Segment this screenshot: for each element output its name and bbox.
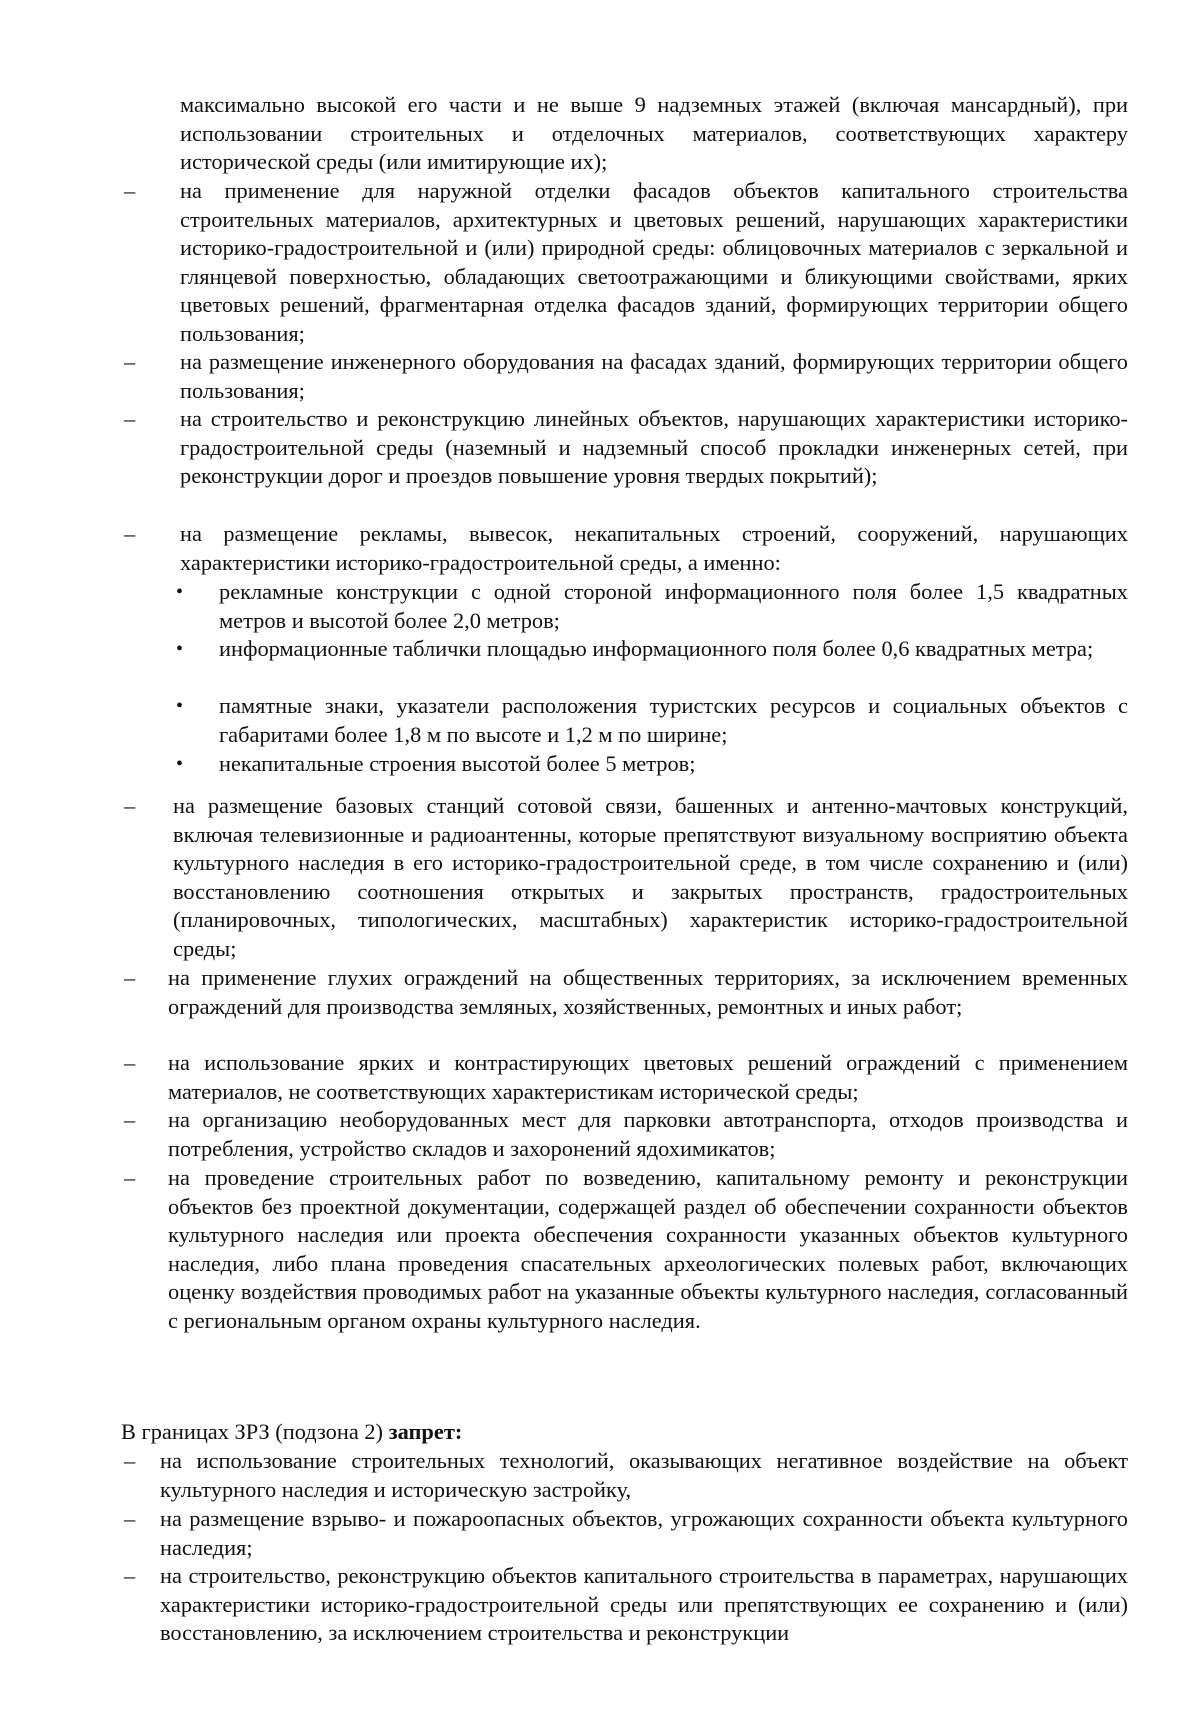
bullet-marker: • [176,695,184,717]
dash-marker: – [124,349,136,374]
dash-marker: – [124,1506,136,1531]
list-item: на применение для наружной отделки фасадов объектов капитального строительства строительных материалов, архитектурных и цветовых решений, нарушающих характеристики историко-градостроительной и (или) природной среды: облицовочных материалов с зеркальной и глянцевой поверхностью, обладающих светоотражающими и бликующими свойствами, ярких цветовых решений, фрагментарная отделка фасадов зданий, формирующих территории общего пользования; [180,178,1128,346]
list-item: на размещение инженерного оборудования на фасадах зданий, формирующих территории общего пользования; [180,349,1128,403]
dash-marker: – [124,1165,136,1190]
list-item: на организацию необорудованных мест для парковки автотранспорта, отходов производства и потребления, устройство складов и захоронений ядохимикатов; [168,1107,1128,1161]
bullet-item: некапитальные строения высотой более 5 метров; [219,751,696,776]
dash-marker: – [124,1107,136,1132]
bullet-marker: • [176,753,184,775]
bullet-item: памятные знаки, указатели расположения туристских ресурсов и социальных объектов с габаритами более 1,8 м по высоте и 1,2 м по ширине; [219,693,1128,747]
intro-paragraph: максимально высокой его части и не выше 9 надземных этажей (включая мансардный), при использовании строительных и отделочных материалов, соответствующих характеру исторической среды (или имитирующие их); [180,92,1128,175]
list-item: на размещение базовых станций сотовой связи, башенных и антенно-мачтовых конструкций, включая телевизионные и радиоантенны, которые препятствуют визуальному восприятию объекта культурного наследия в его историко-градостроительной среде, в том числе сохранению и (или) восстановлению соотношения открытых и закрытых пространств, градостроительных (планировочных, типологических, масштабных) характеристик историко-градостроительной среды; [173,793,1128,961]
dash-marker: – [124,1563,136,1588]
dash-marker: – [124,521,136,546]
bullet-marker: • [176,638,184,660]
bullet-item: рекламные конструкции с одной стороной информационного поля более 1,5 квадратных метров и высотой более 2,0 метров; [219,579,1128,633]
list-item: на строительство и реконструкцию линейных объектов, нарушающих характеристики историко-градостроительной среды (наземный и надземный способ прокладки инженерных сетей, при реконструкции дорог и проездов повышение уровня твердых покрытий); [180,406,1128,489]
dash-marker: – [124,1448,136,1473]
list-item: на применение глухих ограждений на общественных территориях, за исключением временных ограждений для производства земляных, хозяйственных, ремонтных и иных работ; [168,965,1128,1019]
section-heading [121,1418,1121,1447]
section-heading-bold: запрет: [388,1419,463,1444]
list-item: на использование ярких и контрастирующих цветовых решений ограждений с применением материалов, не соответствующих характеристикам исторической среды; [168,1050,1128,1104]
dash-marker: – [124,965,136,990]
list-item: на размещение взрыво- и пожароопасных объектов, угрожающих сохранности объекта культурного наследия; [160,1506,1128,1560]
bullet-item: информационные таблички площадью информационного поля более 0,6 квадратных метра; [219,636,1094,661]
dash-marker: – [124,793,136,818]
section-heading-text: В границах ЗРЗ (подзона 2) [121,1419,389,1444]
list-item: на строительство, реконструкцию объектов капитального строительства в параметрах, нарушающих характеристики историко-градостроительной среды или препятствующих ее сохранению и (или) восстановлению, за исключением строительства и реконструкции [160,1563,1128,1646]
bullet-marker: • [176,581,184,603]
dash-marker: – [124,1050,136,1075]
dash-marker: – [124,178,136,203]
list-item: на использование строительных технологий, оказывающих негативное воздействие на объект культурного наследия и историческую застройку, [160,1448,1128,1502]
list-item: на проведение строительных работ по возведению, капитальному ремонту и реконструкции объектов без проектной документации, содержащей раздел об обеспечении сохранности объектов культурного наследия или проекта обеспечения сохранности указанных объектов культурного наследия, либо плана проведения спасательных археологических полевых работ, включающих оценку воздействия проводимых работ на указанные объекты культурного наследия, согласованный с региональным органом охраны культурного наследия. [168,1165,1128,1333]
dash-marker: – [124,406,136,431]
list-item: на размещение рекламы, вывесок, некапитальных строений, сооружений, нарушающих характеристики историко-градостроительной среды, а именно: [180,521,1128,575]
